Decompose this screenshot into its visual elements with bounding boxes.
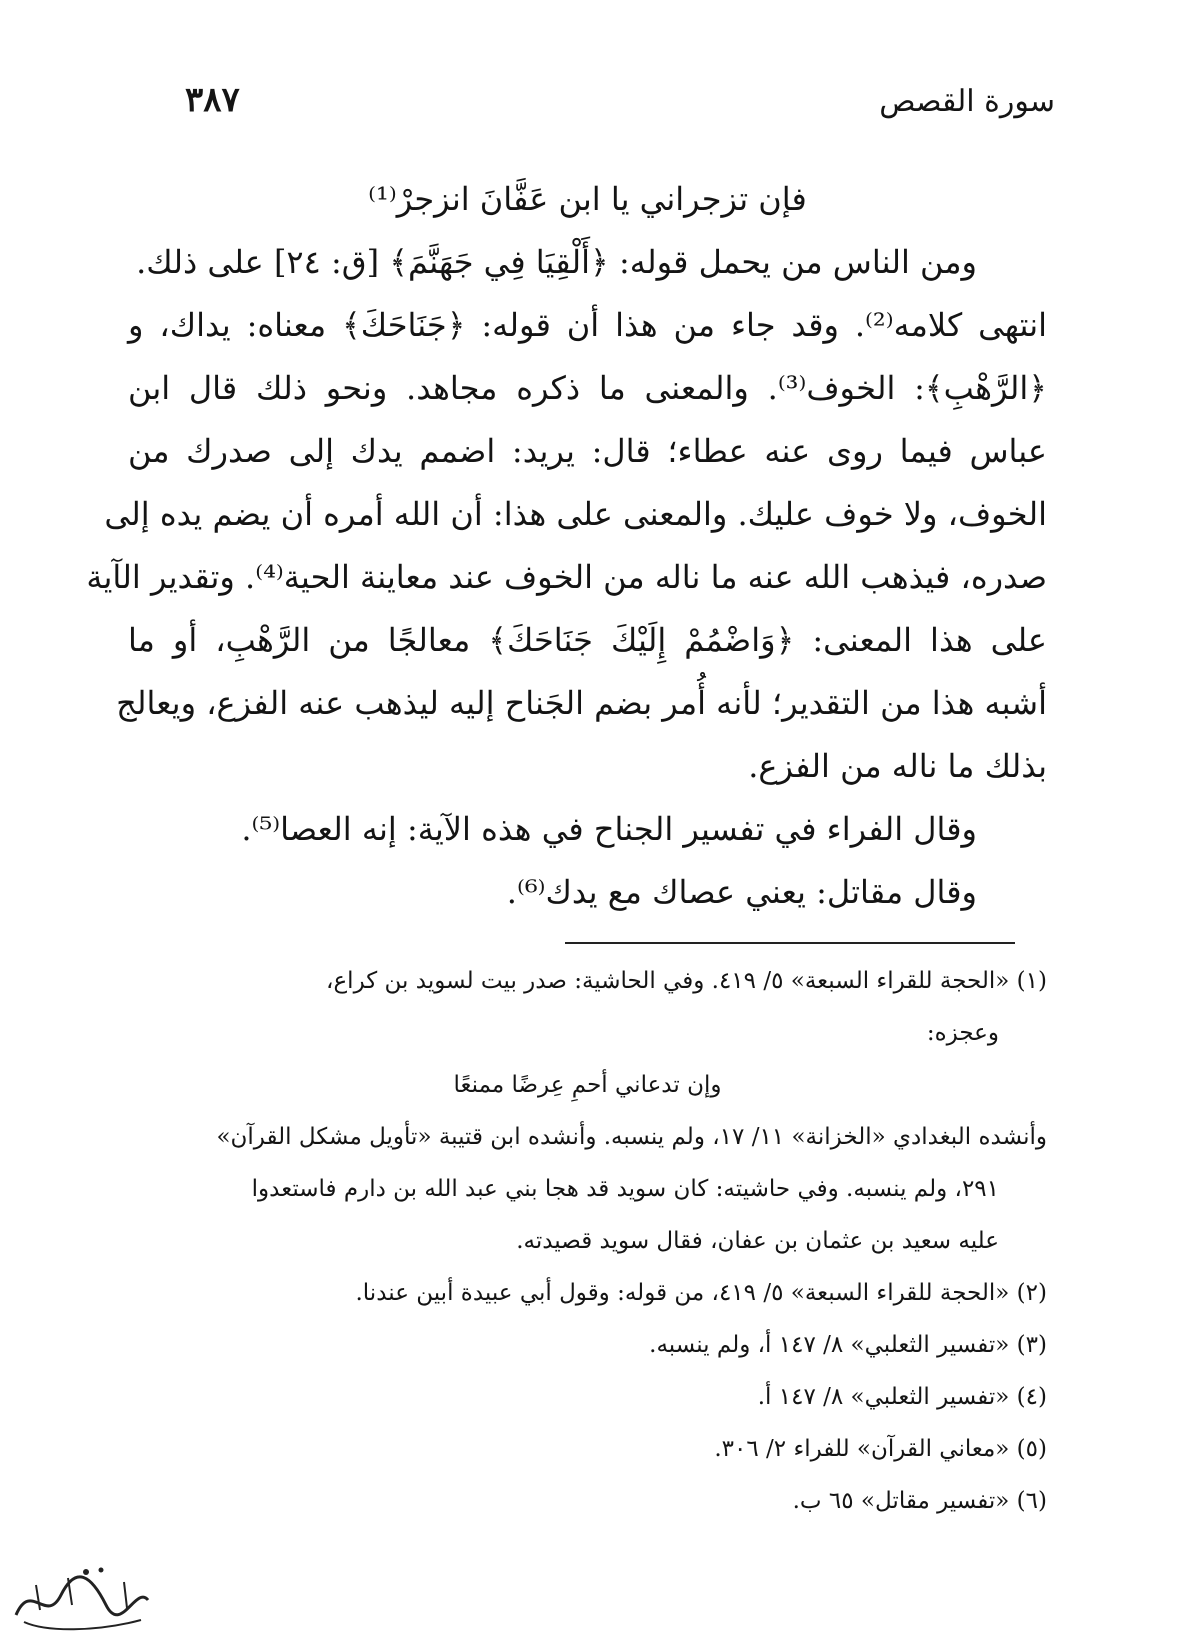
text-line: بذلك ما ناله من الفزع. — [748, 747, 1047, 785]
footnote-line: (٢) «الحجة للقراء السبعة» ٥/ ٤١٩، من قوله: وقول أبي عبيدة أبين عندنا. — [355, 1280, 1047, 1306]
text-line: ومن الناس من يحمل قوله: ﴿أَلْقِيَا فِي جَهَنَّمَ﴾ [ق: ٢٤] على ذلك. — [136, 243, 977, 281]
text-line: ﴿الرَّهْبِ﴾: الخوف⁽³⁾. والمعنى ما ذكره مجاهد. ونحو ذلك قال ابن — [128, 369, 1047, 407]
footnote-line: عليه سعيد بن عثمان بن عفان، فقال سويد قصيدته. — [516, 1228, 999, 1254]
text-line: انتهى كلامه⁽²⁾. وقد جاء من هذا أن قوله: ﴿جَنَاحَكَ﴾ معناه: يداك، و — [128, 306, 1047, 344]
page-number: ٣٨٧ — [185, 80, 240, 120]
surah-title: سورة القصص — [879, 84, 1055, 119]
poem-verse: فإن تزجراني يا ابن عَفَّانَ انزجرْ⁽¹⁾ — [368, 180, 807, 218]
main-text — [86, 168, 1047, 924]
footnote-line: (٥) «معاني القرآن» للفراء ٢/ ٣٠٦. — [714, 1436, 1047, 1462]
footnote-line: (٦) «تفسير مقاتل» ٦٥ ب. — [792, 1488, 1047, 1514]
footnote-separator — [565, 942, 1015, 944]
text-line: وقال الفراء في تفسير الجناح في هذه الآية: إنه العصا⁽⁵⁾. — [241, 810, 977, 848]
footnote-line: (١) «الحجة للقراء السبعة» ٥/ ٤١٩. وفي الحاشية: صدر بيت لسويد بن كراع، — [326, 968, 1047, 994]
footnote-line: وأنشده البغدادي «الخزانة» ١١/ ١٧، ولم ينسبه. وأنشده ابن قتيبة «تأويل مشكل القرآن» — [216, 1124, 1047, 1150]
footnote-line: (٤) «تفسير الثعلبي» ٨/ ١٤٧ أ. — [757, 1384, 1047, 1410]
footnote-line: (٣) «تفسير الثعلبي» ٨/ ١٤٧ أ، ولم ينسبه. — [649, 1332, 1047, 1358]
footnote-line: ٢٩١، ولم ينسبه. وفي حاشيته: كان سويد قد هجا بني عبد الله بن دارم فاستعدوا — [251, 1176, 999, 1202]
footnotes — [128, 955, 1047, 1527]
text-line: على هذا المعنى: ﴿وَاضْمُمْ إِلَيْكَ جَنَاحَكَ﴾ معالجًا من الرَّهْبِ، أو ما — [128, 621, 1047, 659]
footnote-line: وعجزه: — [926, 1020, 999, 1046]
watermark-logo-icon — [6, 1560, 156, 1640]
text-line: أشبه هذا من التقدير؛ لأنه أُمر بضم الجَناح إليه ليذهب عنه الفزع، ويعالج — [116, 684, 1047, 722]
text-line: وقال مقاتل: يعني عصاك مع يدك⁽⁶⁾. — [506, 873, 977, 911]
text-line: صدره، فيذهب الله عنه ما ناله من الخوف عند معاينة الحية⁽⁴⁾. وتقدير الآية — [86, 558, 1047, 596]
text-line: الخوف، ولا خوف عليك. والمعنى على هذا: أن الله أمره أن يضم يده إلى — [104, 495, 1047, 533]
footnote-verse: وإن تدعاني أحمِ عِرضًا ممنعًا — [453, 1072, 722, 1098]
text-line: عباس فيما روى عنه عطاء؛ قال: يريد: اضمم يدك إلى صدرك من — [128, 432, 1047, 470]
